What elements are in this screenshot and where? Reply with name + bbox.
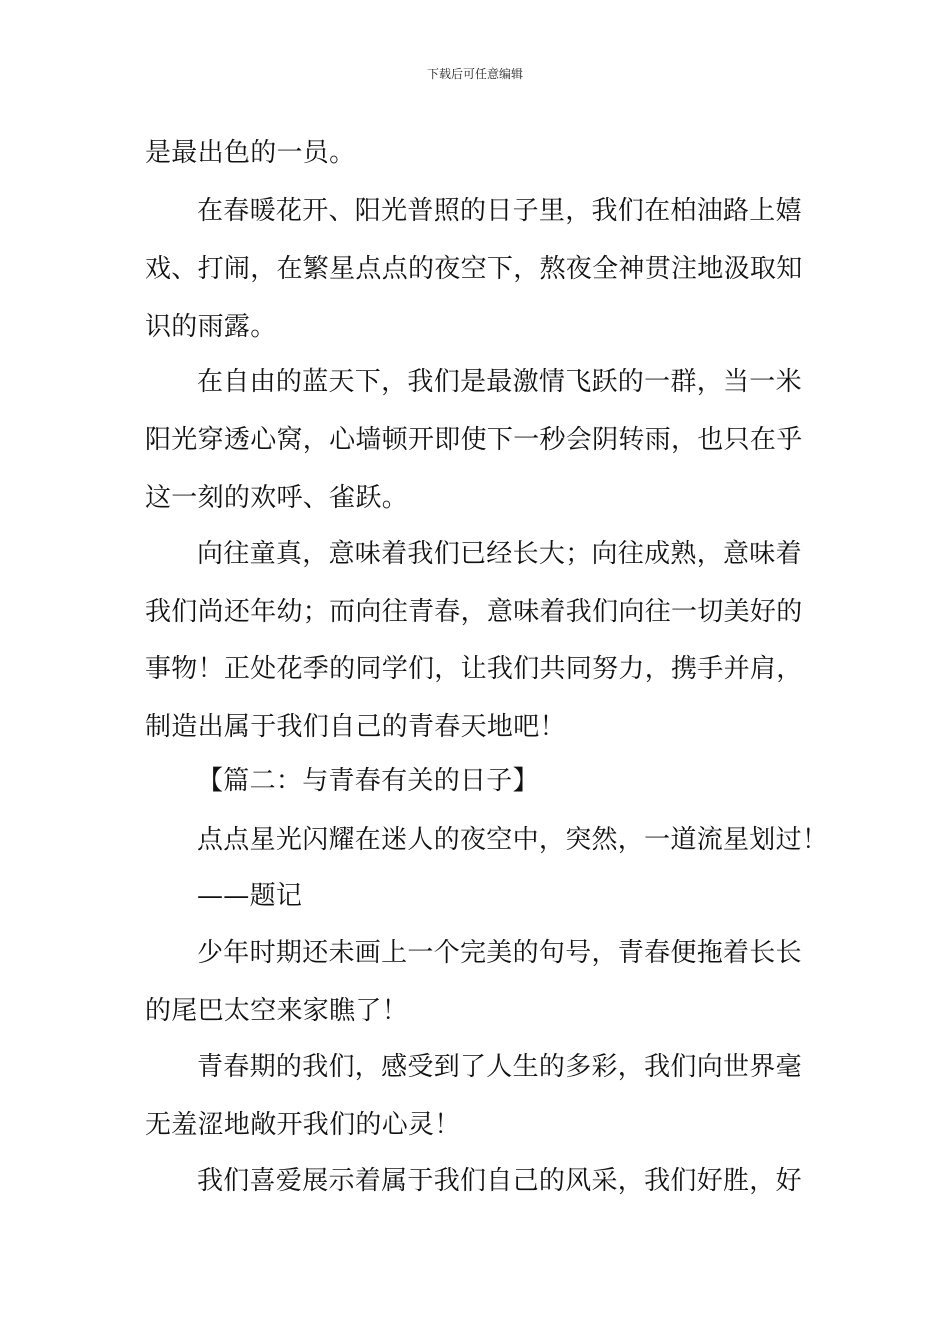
paragraph-start-line: 我们喜爱展示着属于我们自己的风采，我们好胜，好 [197,1166,802,1196]
section-heading: 【篇二：与青春有关的日子】 [197,766,539,796]
paragraph-start-line: 青春期的我们，感受到了人生的多彩，我们向世界毫 [197,1052,802,1082]
paragraph-start-line: 在春暖花开、阳光普照的日子里，我们在柏油路上嬉 [197,196,802,226]
paragraph-start-line: 点点星光闪耀在迷人的夜空中，突然，一道流星划过！ [197,825,829,855]
text-line: 识的雨露。 [145,312,277,342]
paragraph-start-line: 在自由的蓝天下，我们是最激情飞跃的一群，当一米 [197,367,802,397]
text-line: 我们尚还年幼；而向往青春，意味着我们向往一切美好的 [145,597,803,627]
text-line: 是最出色的一员。 [145,138,356,168]
text-line: 的尾巴太空来家瞧了！ [145,996,409,1026]
paragraph-start-line: 少年时期还未画上一个完美的句号，青春便拖着长长 [197,938,802,968]
page-header: 下载后可任意编辑 [426,67,523,81]
text-line: 事物！正处花季的同学们，让我们共同努力，携手并肩， [145,654,803,684]
text-line: 戏、打闹，在繁星点点的夜空下，熬夜全神贯注地汲取知 [145,254,803,284]
paragraph-start-line: 向往童真，意味着我们已经长大；向往成熟，意味着 [197,539,802,569]
text-line: 无羞涩地敞开我们的心灵！ [145,1110,461,1140]
text-line: 制造出属于我们自己的青春天地吧！ [145,712,566,742]
epigraph-attribution: ——题记 [197,881,303,911]
text-line: 这一刻的欢呼、雀跃。 [145,483,409,513]
text-line: 阳光穿透心窝，心墙顿开即使下一秒会阴转雨，也只在乎 [145,425,803,455]
